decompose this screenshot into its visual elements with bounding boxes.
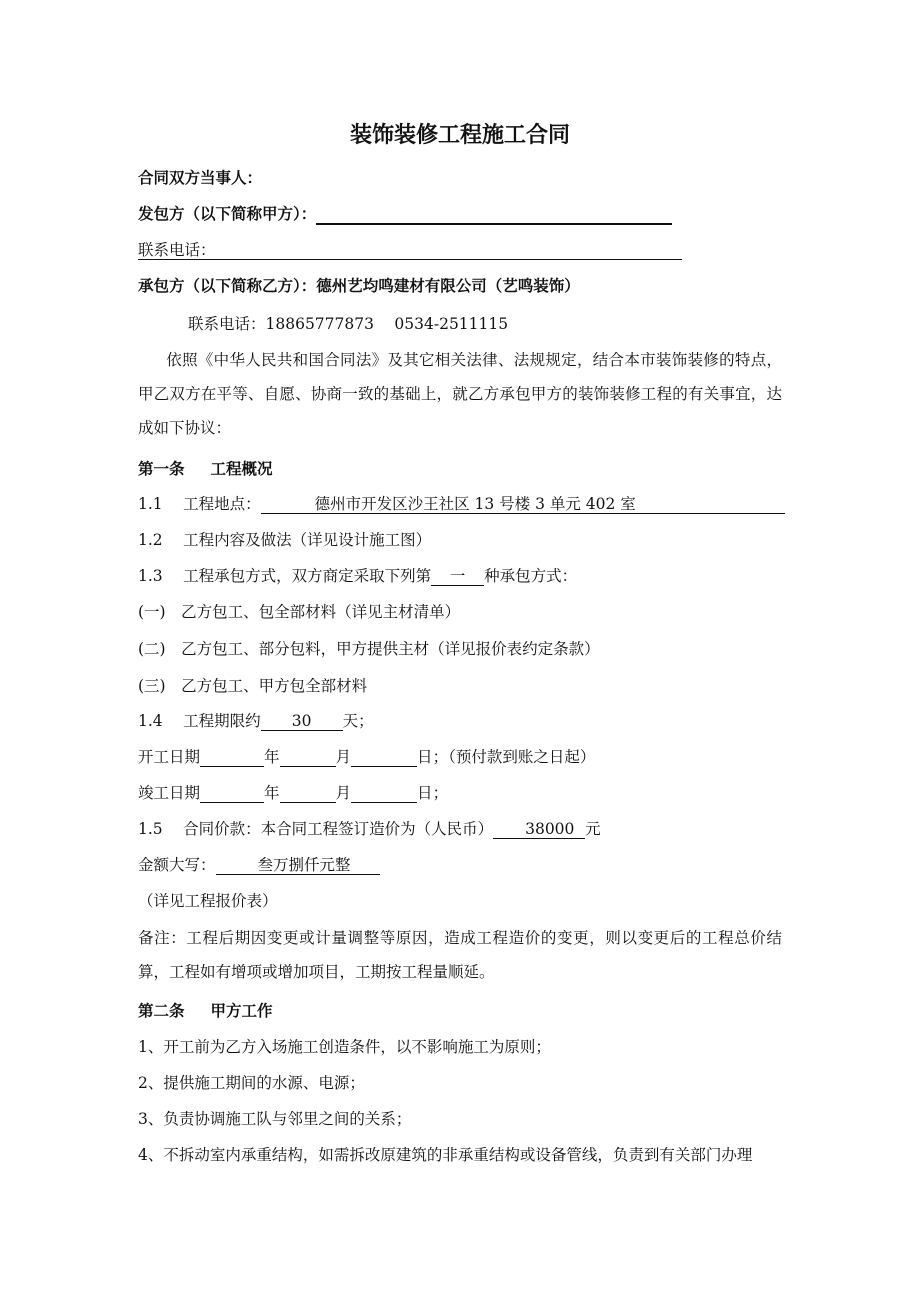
- item-1-5-prefix: 1.5 合同价款：本合同工程签订造价为（人民币）: [138, 820, 494, 838]
- end-day-unit: 日: [417, 784, 433, 802]
- party-a-label: 发包方（以下简称甲方）：: [138, 205, 317, 223]
- item-1-1: [138, 494, 785, 514]
- item-1-3-suffix: 种承包方式：: [484, 567, 578, 585]
- item-1-1-blank: [261, 494, 785, 514]
- start-month-blank: [280, 747, 336, 767]
- item-1-4-blank: [261, 711, 343, 731]
- article-1-number: 第一条: [138, 460, 185, 478]
- article-1-heading: [138, 459, 273, 479]
- end-year-unit: 年: [264, 784, 280, 802]
- end-day-blank: [351, 783, 417, 803]
- start-day-unit: 日: [417, 748, 433, 766]
- parties-heading: 合同双方当事人：: [138, 169, 263, 187]
- start-month-unit: 月: [335, 748, 352, 766]
- party-a-phone-line: [138, 240, 682, 260]
- item-1-5: [138, 819, 601, 839]
- article-1-title: 工程概况: [210, 460, 273, 478]
- item-1-3-blank: [431, 566, 484, 586]
- item-1-4: [138, 711, 374, 731]
- end-year-blank: [200, 783, 264, 803]
- party-a-line: [138, 204, 672, 224]
- item-1-4-prefix: 1.4 工程期限约: [138, 712, 261, 730]
- item-1-3-value: 一: [449, 567, 466, 585]
- start-day-blank: [351, 747, 417, 767]
- remark-paragraph: 备注：工程后期因变更或计量调整等原因，造成工程造价的变更，则以变更后的工程总价结算，工程如有增项或增加项目，工期按工程量顺延。: [138, 929, 782, 981]
- item-1-3-prefix: 1.3 工程承包方式，双方商定采取下列第: [138, 567, 432, 585]
- party-a-phone-label: 联系电话：: [138, 241, 216, 259]
- amount-words-value: 叁万捌仟元整: [257, 856, 351, 874]
- option-2: (二) 乙方包工、部分包料，甲方提供主材（详见报价表约定条款）: [138, 640, 600, 658]
- document-title: 装饰装修工程施工合同: [349, 123, 570, 148]
- article-2-title: 甲方工作: [210, 1002, 273, 1020]
- item-1-5-value: 38000: [525, 820, 575, 838]
- end-date-note: ；: [432, 784, 449, 802]
- article-2-item: 2、提供施工期间的水源、电源；: [138, 1074, 365, 1092]
- article-2-heading: [138, 1001, 273, 1021]
- item-1-1-label: 1.1 工程地点：: [138, 495, 261, 513]
- amount-words-line: [138, 855, 380, 875]
- party-b-line: [138, 276, 580, 296]
- party-a-phone-blank: [138, 240, 682, 260]
- item-1-5-suffix: 元: [585, 820, 601, 838]
- item-1-3: [138, 566, 577, 586]
- item-1-4-value: 30: [291, 712, 312, 730]
- article-2-item: 1、开工前为乙方入场施工创造条件，以不影响施工为原则；: [138, 1038, 551, 1056]
- item-1-5-blank: [493, 819, 585, 839]
- party-b-phone: 联系电话：18865777873 0534-2511115: [188, 315, 509, 333]
- item-1-4-suffix: 天；: [342, 712, 374, 730]
- party-b-label: 承包方（以下简称乙方）：: [138, 277, 317, 295]
- start-date-note: ；（预付款到账之日起）: [432, 748, 596, 766]
- end-month-blank: [280, 783, 336, 803]
- end-date-line: [138, 783, 448, 803]
- quote-note: （详见工程报价表）: [138, 892, 278, 910]
- intro-text: 依照《中华人民共和国合同法》及其它相关法律、法规规定，结合本市装饰装修的特点，甲乙双方在平等、自愿、协商一致的基础上，就乙方承包甲方的装饰装修工程的有关事宜，达成如下协议：: [138, 351, 782, 437]
- amount-words-label: 金额大写：: [138, 856, 216, 874]
- party-a-blank: [316, 204, 672, 225]
- start-year-unit: 年: [264, 748, 280, 766]
- article-2-number: 第二条: [138, 1002, 185, 1020]
- end-month-unit: 月: [335, 784, 352, 802]
- start-date-line: [138, 747, 595, 767]
- amount-words-blank: [216, 855, 380, 875]
- intro-paragraph: [138, 343, 782, 445]
- option-3: (三) 乙方包工、甲方包全部材料: [138, 677, 368, 695]
- item-1-1-value: 德州市开发区沙王社区 13 号楼 3 单元 402 室: [314, 495, 636, 513]
- item-1-2: 1.2 工程内容及做法（详见设计施工图）: [138, 531, 432, 549]
- start-year-blank: [200, 747, 264, 767]
- article-2-item: 3、负责协调施工队与邻里之间的关系；: [138, 1110, 412, 1128]
- article-2-item: 4、不拆动室内承重结构，如需拆改原建筑的非承重结构或设备管线，负责到有关部门办理: [138, 1146, 753, 1164]
- start-date-label: 开工日期: [138, 748, 201, 766]
- party-b-name: 德州艺均鸣建材有限公司（艺鸣装饰）: [316, 277, 580, 295]
- option-1: (一) 乙方包工、包全部材料（详见主材清单）: [138, 603, 461, 621]
- end-date-label: 竣工日期: [138, 784, 201, 802]
